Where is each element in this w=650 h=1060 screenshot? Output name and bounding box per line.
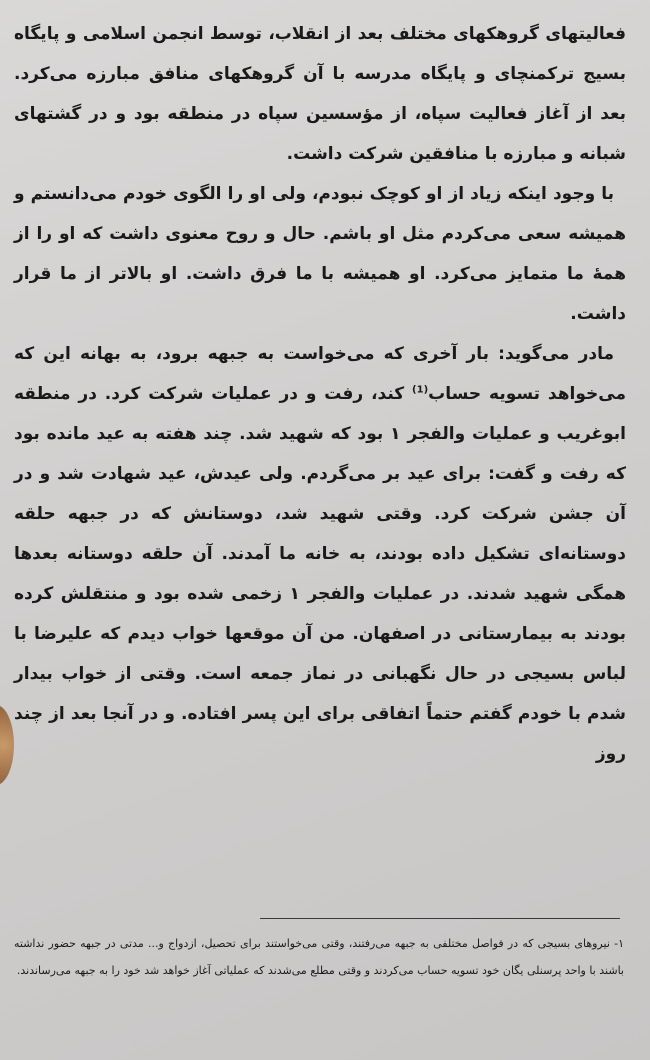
body-text [14,14,626,774]
paragraph-3 [14,334,626,774]
paragraph-3-text-end: کند، رفت و در عملیات شرکت کرد. در منطقه ابوغریب و عملیات والفجر ۱ بود که شهید شد. چند هفته به عید مانده بود که رفت و گفت: برای عید بر می‌گردم. ولی عیدش، عید شهادت شد و در آن جشن شرکت کرد. وقتی شهید شد، دوستانش که در جبهه حلقه دوستانه‌ای تشکیل داده بودند، به خانه ما آمدند. آن حلقه دوستانه بعدها همگی شهید شدند. در عملیات والفجر ۱ زخمی شده بود و منتقلش کرده بودند به بیمارستانی در اصفهان. من آن موقعها خواب دیدم که علیرضا با لباس بسیجی در حال نگهبانی در نماز جمعه است. وقتی از خواب بیدار شدم با خودم گفتم حتماً اتفاقی برای این پسر افتاده. و در آنجا بعد از چند روز [14,384,626,764]
paragraph-1: فعالیتهای گروهکهای مختلف بعد از انقلاب، توسط انجمن اسلامی و پایگاه بسیج ترکمنچای و پایگاه مدرسه با آن گروهکهای منافق مبارزه می‌کرد. بعد از آغاز فعالیت سپاه، از مؤسسین سپاه در منطقه بود و در گشتهای شبانه و مبارزه با منافقین شرکت داشت. [14,24,626,164]
footnote-text: ۱- نیروهای بسیجی که در فواصل مختلفی به جبهه می‌رفتند، وقتی می‌خواستند برای تحصیل، ازدواج و... مدتی در جبهه حضور نداشته باشند با واحد پرسنلی یگان خود تسویه حساب می‌کردند و وقتی مطلع می‌شدند که عملیاتی آغاز خواهد شد خود را به جبهه می‌رساندند. [14,937,624,977]
thumb-edge-mark [0,705,14,785]
footnote-reference: (1) [412,384,429,396]
paragraph-2 [14,174,626,334]
paragraph-3-text-start: مادر می‌گوید: بار آخری که می‌خواست به جبهه برود، به بهانه این که می‌خواهد تسویه حساب [14,344,626,404]
paragraph-2-text: با وجود اینکه زیاد از او کوچک نبودم، ولی او را الگوی خودم می‌دانستم و همیشه سعی می‌کردم مثل او باشم. حال و روح معنوی داشت که او را از همهٔ ما متمایز می‌کرد. او همیشه با ما فرق داشت. او بالاتر از ما قرار داشت. [14,184,626,324]
footnote [14,930,624,984]
footnote-divider [260,918,620,919]
